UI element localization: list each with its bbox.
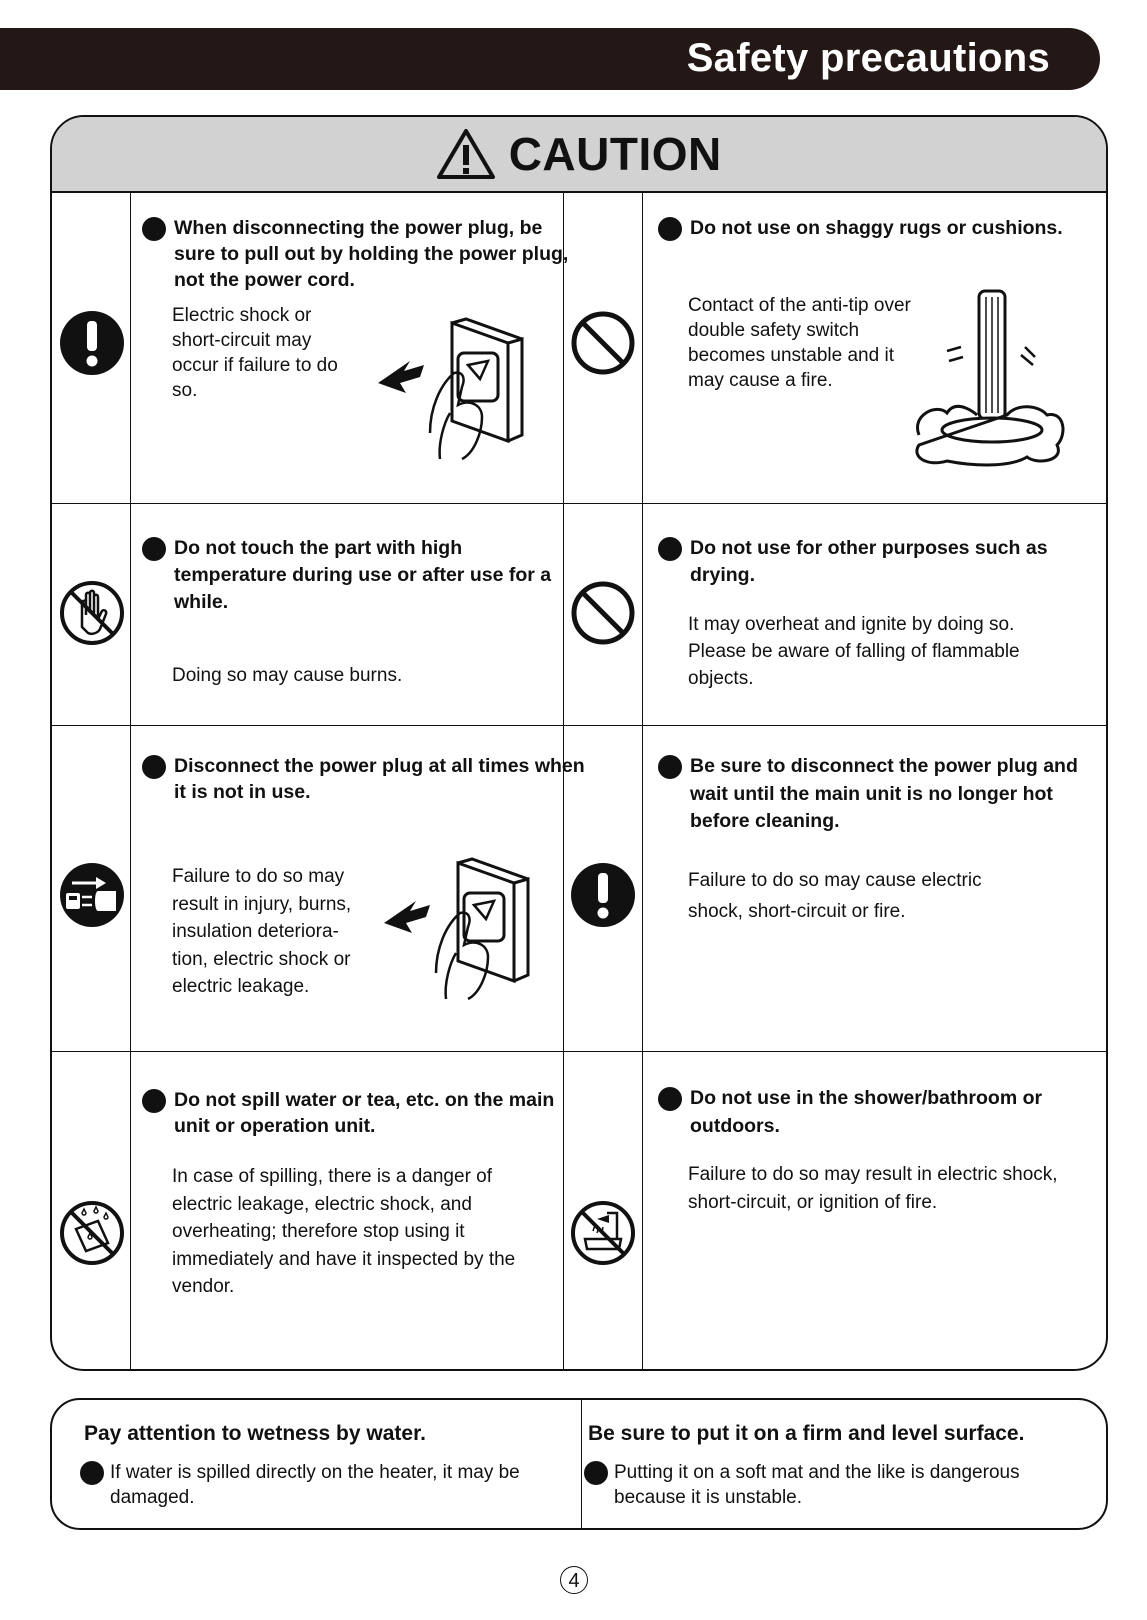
unplug-icon — [58, 861, 126, 929]
cell-body: Contact of the anti-tip over double safety switch becomes unstable and it may cause a fire. — [688, 295, 911, 391]
bullet-icon — [80, 1461, 104, 1485]
notes-panel — [50, 1398, 1108, 1530]
caution-panel — [50, 115, 1108, 1371]
no-water-icon — [58, 1199, 126, 1267]
prohibited-icon — [569, 309, 637, 377]
unplug-hand-illustration — [376, 853, 556, 1003]
cell-title: Disconnect the power plug at all times when it is not in use. — [142, 753, 594, 805]
warning-triangle-icon — [436, 128, 496, 180]
cell-title: When disconnecting the power plug, be sure to pull out by holding the power plug, not the power cord. — [142, 215, 584, 293]
cell-body: Failure to do so may result in electric shock, short-circuit, or ignition of fire. — [688, 1164, 1058, 1213]
exclamation-icon — [58, 309, 126, 377]
cell-body: In case of spilling, there is a danger of electric leakage, electric shock, and overheating; therefore stop using it immediately and have it inspected by the vendor. — [172, 1166, 516, 1297]
cell-body: Failure to do so may cause electric shock, short-circuit or fire. — [688, 870, 982, 922]
cell-body: Doing so may cause burns. — [172, 665, 403, 686]
bullet-icon — [142, 1089, 166, 1113]
note-body: Putting it on a soft mat and the like is dangerous because it is unstable. — [584, 1460, 1094, 1510]
cell-title: Be sure to disconnect the power plug and wait until the main unit is no longer hot before cleaning. — [658, 753, 1108, 836]
note-body: If water is spilled directly on the heater, it may be damaged. — [80, 1460, 570, 1510]
caution-label: CAUTION — [508, 128, 722, 180]
bullet-icon — [142, 537, 166, 561]
heater-on-rug-illustration — [907, 285, 1067, 475]
cell-title: Do not use for other purposes such as drying. — [658, 535, 1108, 589]
exclamation-icon — [569, 861, 637, 929]
note-title: Be sure to put it on a firm and level surface. — [588, 1422, 1025, 1445]
bullet-icon — [658, 1087, 682, 1111]
bullet-icon — [142, 755, 166, 779]
header-bar — [0, 28, 1100, 90]
note-title: Pay attention to wetness by water. — [84, 1422, 426, 1445]
caution-header — [52, 117, 1106, 193]
prohibited-icon — [569, 579, 637, 647]
no-shower-icon — [569, 1199, 637, 1267]
cell-body: Electric shock or short-circuit may occur if failure to do so. — [172, 305, 338, 401]
cell-body: Failure to do so may result in injury, burns, insulation deteriora- tion, electric shock or electric leakage. — [172, 866, 352, 997]
unplug-hand-illustration — [370, 313, 550, 463]
page-number: 4 — [560, 1566, 588, 1594]
bullet-icon — [658, 537, 682, 561]
cell-title: Do not use on shaggy rugs or cushions. — [658, 215, 1108, 241]
cell-body: It may overheat and ignite by doing so. Please be aware of falling of flammable objects. — [688, 614, 1020, 689]
bullet-icon — [658, 217, 682, 241]
bullet-icon — [584, 1461, 608, 1485]
no-touch-icon — [58, 579, 126, 647]
cell-title: Do not spill water or tea, etc. on the main unit or operation unit. — [142, 1087, 594, 1139]
cell-title: Do not use in the shower/bathroom or outdoors. — [658, 1085, 1108, 1140]
bullet-icon — [142, 217, 166, 241]
caution-grid — [52, 193, 1106, 1369]
bullet-icon — [658, 755, 682, 779]
page-title: Safety precautions — [686, 36, 1050, 80]
cell-title: Do not touch the part with high temperature during use or after use for a while. — [142, 535, 574, 616]
